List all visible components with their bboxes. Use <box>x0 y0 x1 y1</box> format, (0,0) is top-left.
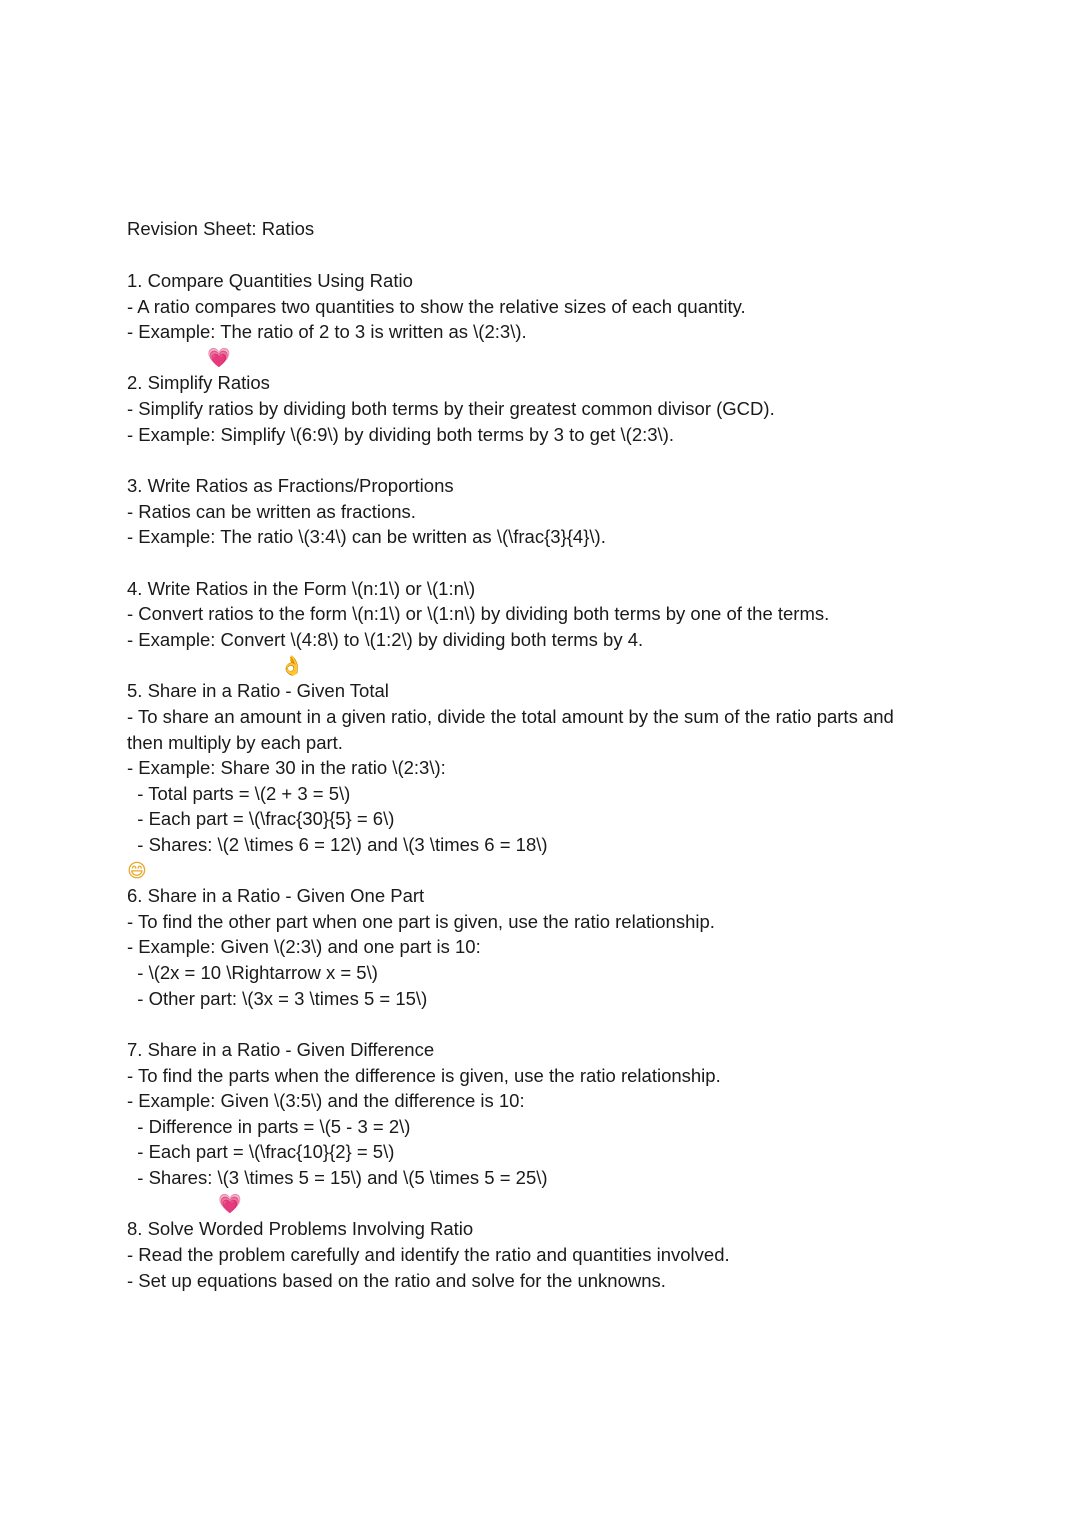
text-line: - Example: The ratio of 2 to 3 is written as \(2:3\). <box>127 321 527 342</box>
text-line: then multiply by each part. <box>127 732 343 753</box>
section-8-heading: 8. Solve Worded Problems Involving Ratio <box>127 1218 474 1239</box>
ok-hand-emoji-icon: 👌 <box>280 655 304 677</box>
text-line: - Other part: \(3x = 3 \times 5 = 15\) <box>127 988 428 1009</box>
text-line: - Example: Given \(2:3\) and one part is 10: <box>127 936 481 957</box>
section-2-heading: 2. Simplify Ratios <box>127 372 270 393</box>
text-line: - Ratios can be written as fractions. <box>127 501 416 522</box>
text-line: - Each part = \(\frac{30}{5} = 6\) <box>127 808 395 829</box>
text-line: - Convert ratios to the form \(n:1\) or \(1:n\) by dividing both terms by one of the terms. <box>127 603 830 624</box>
text-line: - Difference in parts = \(5 - 3 = 2\) <box>127 1116 411 1137</box>
heart-emoji-icon: 💗 <box>207 347 231 369</box>
text-line: - Read the problem carefully and identify the ratio and quantities involved. <box>127 1244 730 1265</box>
text-line: - Total parts = \(2 + 3 = 5\) <box>127 783 351 804</box>
text-line: - Example: Simplify \(6:9\) by dividing both terms by 3 to get \(2:3\). <box>127 424 674 445</box>
text-line: - Example: Convert \(4:8\) to \(1:2\) by dividing both terms by 4. <box>127 629 644 650</box>
section-1-heading: 1. Compare Quantities Using Ratio <box>127 270 413 291</box>
text-line: - Set up equations based on the ratio and solve for the unknowns. <box>127 1270 666 1291</box>
text-line: - Example: The ratio \(3:4\) can be written as \(\frac{3}{4}\). <box>127 526 606 547</box>
text-line: - Example: Share 30 in the ratio \(2:3\): <box>127 757 446 778</box>
section-7-heading: 7. Share in a Ratio - Given Difference <box>127 1039 435 1060</box>
text-line: - A ratio compares two quantities to show the relative sizes of each quantity. <box>127 296 746 317</box>
text-line: - Shares: \(2 \times 6 = 12\) and \(3 \times 6 = 18\) <box>127 834 548 855</box>
heart-emoji-icon: 💗 <box>218 1193 242 1215</box>
text-line: - Example: Given \(3:5\) and the difference is 10: <box>127 1090 525 1111</box>
section-6-heading: 6. Share in a Ratio - Given One Part <box>127 885 425 906</box>
section-4-heading: 4. Write Ratios in the Form \(n:1\) or \(1:n\) <box>127 578 476 599</box>
text-line: - To find the parts when the difference is given, use the ratio relationship. <box>127 1065 721 1086</box>
text-line: - Shares: \(3 \times 5 = 15\) and \(5 \times 5 = 25\) <box>127 1167 548 1188</box>
text-line: - \(2x = 10 \Rightarrow x = 5\) <box>127 962 378 983</box>
section-3-heading: 3. Write Ratios as Fractions/Proportions <box>127 475 454 496</box>
text-line: - To find the other part when one part is given, use the ratio relationship. <box>127 911 715 932</box>
text-line: - To share an amount in a given ratio, divide the total amount by the sum of the ratio parts and <box>127 706 894 727</box>
smile-emoji-icon: 😄 <box>127 860 147 882</box>
text-line: - Simplify ratios by dividing both terms by their greatest common divisor (GCD). <box>127 398 775 419</box>
section-5-heading: 5. Share in a Ratio - Given Total <box>127 680 389 701</box>
text-line: - Each part = \(\frac{10}{2} = 5\) <box>127 1141 395 1162</box>
document-title: Revision Sheet: Ratios <box>127 218 315 239</box>
